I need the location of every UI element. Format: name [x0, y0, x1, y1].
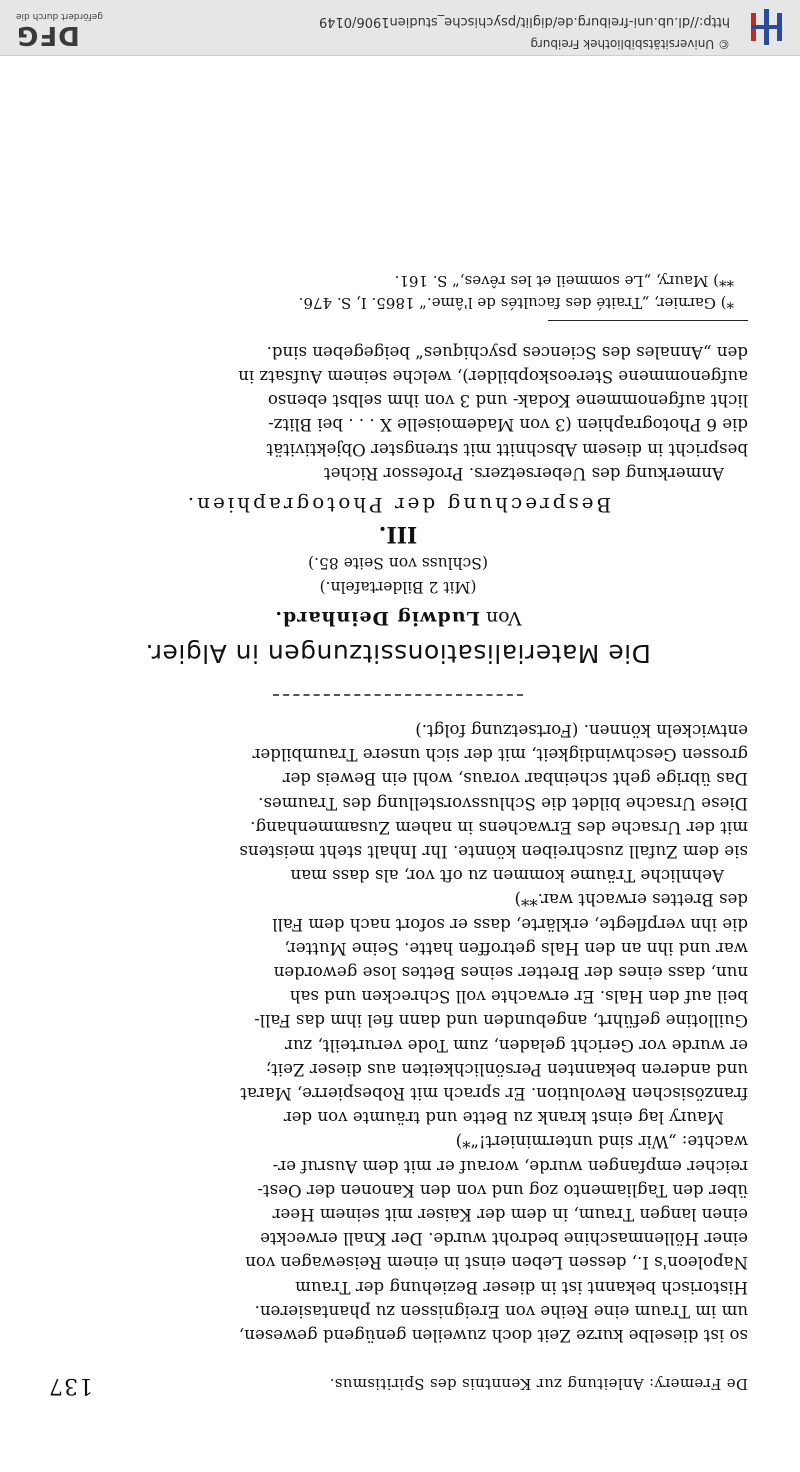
text-line: Guillotine geführt, angebunden und dann fiel ihm das Fall-: [254, 1011, 748, 1031]
digitization-bar: [0, 0, 800, 56]
text-line: Historisch bekannt ist in dieser Beziehung der Traum: [295, 1277, 748, 1297]
text-line: Anmerkung des Uebersetzers. Professor Richet: [323, 463, 724, 483]
library-credit: © Universitätsbibliothek Freiburg: [530, 37, 730, 51]
text-line: bespricht in diesem Abschnitt mit strengster Objektivität: [266, 439, 748, 459]
text-line: licht aufgenommene Kodak- und 3 von ihm selbst ebenso: [267, 391, 748, 411]
paragraph-aehnliche: [48, 718, 748, 887]
dfg-logo[interactable]: [16, 11, 103, 49]
footnote-maury: **) Maury, „Le sommeil et les rêves,“ S. 161.: [394, 272, 734, 291]
footnote-rule: [548, 321, 748, 322]
source-url-link[interactable]: http://dl.ub.uni-freiburg.de/diglit/psychische_studien1906/0149: [318, 14, 730, 29]
text-line: Aehnliche Träume kommen zu oft vor, als dass man: [290, 866, 724, 886]
article-title: Die Materialisationssitzungen in Algier.: [145, 638, 651, 668]
book-page: [48, 271, 748, 1399]
text-line: einen langen Traum, in dem der Kaiser mit seinem Heer: [272, 1204, 748, 1224]
text-line: um im Traum eine Reihe von Ereignissen zu phantasieren.: [254, 1301, 748, 1321]
running-title: De Fremery: Anleitung zur Kenntnis des Spiritismus.: [329, 1375, 748, 1393]
article-subtitle-plates: (Mit 2 Bildertafeln.): [319, 577, 477, 596]
paragraph-maury: [48, 887, 748, 1129]
text-line: die ihn verpflegte, erklärte, dass er sofort nach dem Fall: [272, 914, 748, 934]
section-divider: [273, 694, 523, 696]
text-line: er wurde vor Gericht geladen, zum Tode verurteilt, zur: [284, 1035, 748, 1055]
text-line-last: [48, 718, 748, 742]
running-header: [48, 1373, 748, 1398]
dfg-funding-note: gefördert durch die: [16, 11, 103, 21]
text-line: Das übrige geht scheinbar voraus, wohl ein Beweis der: [282, 769, 748, 789]
text-line: sie dem Zufall zuschreiben könnte. Ihr Inhalt steht meistens: [239, 841, 748, 861]
section-number: III.: [378, 520, 418, 547]
author-name: Ludwig Deinhard.: [274, 606, 480, 629]
text-line: die 6 Photographien (3 von Mademoiselle X . . . bei Blitz-: [268, 415, 748, 435]
paragraph-translator-note: [48, 340, 748, 485]
text-line-end: entwickeln können.: [583, 720, 748, 740]
text-line: mit der Ursache des Erwachens in nahem Zusammenhang.: [250, 817, 748, 837]
text-line: Diese Ursache bildet die Schlussvorstellung des Traumes.: [258, 793, 748, 813]
text-line: und anderen bekannten Persönlichkeiten aus dieser Zeit;: [265, 1059, 748, 1079]
text-line: des Brettes erwacht war.**): [514, 890, 748, 910]
text-line: wachte: „Wir sind unterminiert!“*): [455, 1132, 748, 1152]
text-line: grossen Geschwindigkeit, mit der sich unsere Traumbilder: [252, 745, 748, 765]
text-line: beil auf den Hals. Er erwachte voll Schrecken und sah: [289, 987, 748, 1007]
article-author: [48, 607, 748, 629]
text-line: nun, dass eines der Bretter seines Bettes lose geworden: [273, 962, 748, 982]
text-line: aufgenommene Stereoskopbilder), welche seinem Aufsatz in: [238, 366, 748, 386]
text-line: war und ihn an den Hals getroffen hatte. Seine Mutter,: [284, 938, 748, 958]
author-prefix: Von: [485, 606, 522, 629]
page-number: 137: [48, 1373, 93, 1398]
text-line: französischen Revolution. Er sprach mit Robespierre, Marat: [240, 1083, 748, 1103]
text-line: über den Tagliamento zog und von den Kanonen der Oest-: [257, 1180, 748, 1200]
text-line: den „Annales des Sciences psychiques“ beigegeben sind.: [266, 342, 748, 362]
ub-freiburg-logo-icon[interactable]: [746, 7, 786, 47]
text-line: einer Höllenmaschine bedroht wurde. Der Knall erweckte: [260, 1229, 748, 1249]
text-line: Napoleon's I., dessen Leben einst in einem Reisewagen von: [245, 1253, 748, 1273]
footnote-garnier: *) Garnier, „Traité des facultés de l'âme.“ 1865. I, S. 476.: [298, 294, 734, 313]
article-subtitle-continuation: (Schluss von Seite 85.): [308, 553, 488, 572]
text-line: reicher empfangen wurde, worauf er mit dem Ausruf er-: [272, 1156, 748, 1176]
paragraph-napoleon: [48, 1129, 748, 1347]
continuation-note: (Fortsetzung folgt.): [415, 720, 579, 740]
text-line: Maury lag einst krank zu Bette und träumte von der: [283, 1108, 724, 1128]
section-title: Besprechung der Photographien.: [184, 492, 612, 517]
dfg-wordmark: DFG: [16, 20, 80, 50]
text-line: so ist dieselbe kurze Zeit doch zuweilen genügend gewesen,: [238, 1326, 748, 1345]
